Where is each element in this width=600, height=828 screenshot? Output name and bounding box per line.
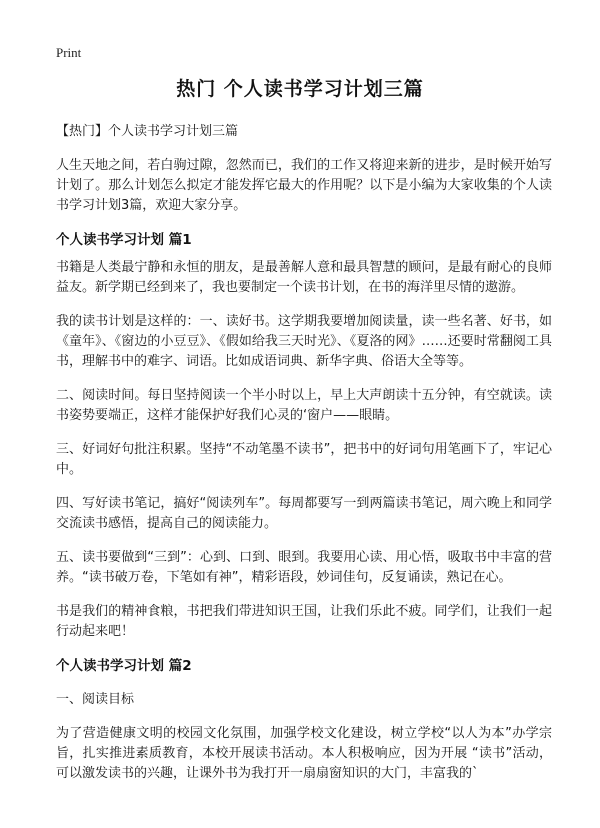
section1-paragraph-1: 书籍是人类最宁静和永恒的朋友，是最善解人意和最具智慧的顾问，是最有耐心的良师益友。新学期已经到来了，我也要制定一个读书计划，在书的海洋里尽情的遨游。 [56, 260, 552, 295]
article-body [56, 122, 552, 784]
section1-paragraph-5: 四、写好读书笔记，搞好“阅读列车”。每周都要写一到两篇读书笔记，周六晚上和同学交流读书感悟，提高自己的阅读能力。 [56, 496, 552, 531]
section2-subheading: 一、阅读目标 [56, 692, 135, 707]
section1-paragraph-3: 二、阅读时间。每日坚持阅读一个半小时以上，早上大声朗读十五分钟，有空就读。读书姿势要端正，这样才能保护好我们心灵的‘窗户——眼睛。 [56, 388, 552, 423]
section1-paragraph-6: 五、读书要做到“三到”：心到、口到、眼到。我要用心读、用心悟，吸取书中丰富的营养。“读书破万卷，下笔如有神”，精彩语段，妙词佳句，反复诵读，熟记在心。 [56, 550, 552, 585]
section1-paragraph-7: 书是我们的精神食粮，书把我们带进知识王国，让我们乐此不疲。同学们，让我们一起行动起来吧！ [56, 604, 552, 639]
intro-summary: 人生天地之间，若白驹过隙，忽然而已，我们的工作又将迎来新的进步，是时候开始写计划了。那么计划怎么拟定才能发挥它最大的作用呢？以下是小编为大家收集的个人读书学习计划3篇，欢迎大家分享。 [56, 158, 552, 213]
intro-tag-line: 【热门】个人读书学习计划三篇 [56, 124, 239, 139]
section2-heading: 个人读书学习计划 篇2 [56, 658, 192, 674]
section1-paragraph-2: 我的读书计划是这样的：一、读好书。这学期我要增加阅读量，读一些名著、好书，如《童年》、《窗边的小豆豆》、《假如给我三天时光》、《夏洛的网》……还要时常翻阅工具书，理解书中的难字、词语。比如成语词典、新华字典、俗语大全等等。 [56, 314, 552, 369]
page-title: 热门 个人读书学习计划三篇 [176, 78, 424, 100]
section1-heading: 个人读书学习计划 篇1 [56, 232, 192, 248]
section1-paragraph-4: 三、好词好句批注积累。坚持“不动笔墨不读书”，把书中的好词句用笔画下了，牢记心中。 [56, 442, 552, 477]
print-link[interactable]: Print [56, 45, 82, 60]
section2-paragraph-1: 为了营造健康文明的校园文化氛围，加强学校文化建设，树立学校“以人为本”办学宗旨，扎实推进素质教育，本校开展读书活动。本人积极响应，因为开展 “读书”活动，可以激发读书的兴趣，让课外书为我打开一扇扇窗知识的大门，丰富我的` [56, 726, 552, 781]
